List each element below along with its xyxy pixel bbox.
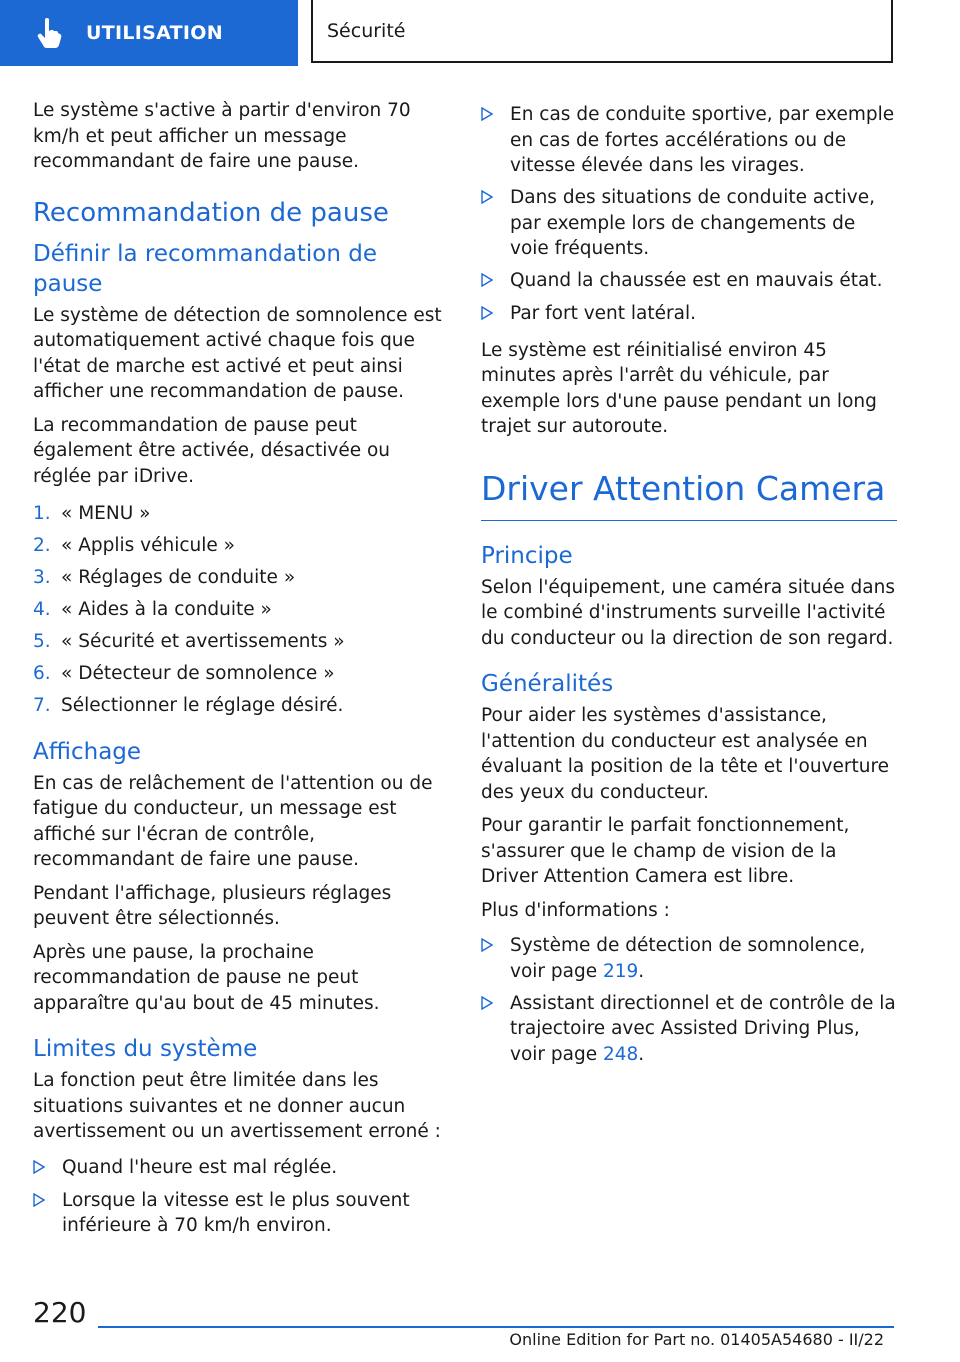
step-number: 4. — [33, 599, 51, 620]
list-item — [481, 301, 897, 328]
page-link[interactable]: 219 — [602, 960, 639, 982]
left-column — [33, 98, 451, 1249]
footer-divider — [98, 1326, 894, 1328]
heading-affichage: Affichage — [33, 738, 142, 765]
list-item — [33, 533, 451, 559]
paragraph: Le système de détection de somnolence est automatiquement activé chaque fois que l'état de marche est activé et peut ainsi afficher une recommandation de pause. — [33, 304, 442, 402]
paragraph: Selon l'équipement, une caméra située dans le combiné d'instruments surveille l'activité du conducteur ou la direction de son regard. — [481, 576, 895, 649]
triangle-right-icon — [481, 268, 510, 295]
reference-text: Assistant directionnel et de contrôle de la trajectoire avec Assisted Driving Plus, voir page 248. — [510, 992, 896, 1065]
page-link[interactable]: 248 — [602, 1043, 639, 1065]
step-text: « MENU » — [61, 503, 151, 524]
references-list — [481, 933, 897, 1067]
triangle-right-icon — [33, 1188, 62, 1239]
step-text: « Aides à la conduite » — [61, 599, 272, 620]
step-number: 7. — [33, 695, 51, 716]
triangle-right-icon — [481, 301, 510, 328]
paragraph: Le système est réinitialisé environ 45 minutes après l'arrêt du véhicule, par exemple lors d'une pause pendant un long trajet sur autoroute. — [481, 339, 877, 437]
bullet-text: Quand l'heure est mal réglée. — [62, 1156, 338, 1178]
reference-text: Système de détection de somnolence, voir page 219. — [510, 935, 866, 982]
list-item — [33, 661, 451, 687]
steps-list — [33, 501, 451, 719]
bullet-text: Lorsque la vitesse est le plus souvent inférieure à 70 km/h environ. — [62, 1189, 410, 1236]
paragraph: Après une pause, la prochaine recommandation de pause ne peut apparaître qu'au bout de 45 minutes. — [33, 941, 380, 1014]
step-number: 1. — [33, 503, 51, 524]
paragraph: Pour garantir le parfait fonctionnement, s'assurer que le champ de vision de la Driver Attention Camera est libre. — [481, 815, 850, 887]
paragraph: La recommandation de pause peut également être activée, désactivée ou réglée par iDrive. — [33, 414, 391, 487]
heading-recommandation: Recommandation de pause — [33, 197, 389, 228]
list-item — [33, 1155, 451, 1182]
paragraph: Pendant l'affichage, plusieurs réglages peuvent être sélectionnés. — [33, 882, 392, 929]
paragraph: En cas de relâchement de l'attention ou de fatigue du conducteur, un message est affiché sur l'écran de contrôle, recommandant de faire une pause. — [33, 772, 433, 870]
triangle-right-icon — [481, 102, 510, 179]
bullet-text: Par fort vent latéral. — [510, 303, 696, 324]
list-item — [481, 991, 897, 1068]
list-item — [481, 933, 897, 984]
step-text: « Détecteur de somnolence » — [61, 663, 335, 684]
limits-list-continued — [481, 102, 897, 328]
triangle-right-icon — [481, 185, 510, 262]
step-text: Sélectionner le réglage désiré. — [61, 695, 344, 716]
heading-generalites: Généralités — [481, 671, 614, 697]
bullet-text: Dans des situations de conduite active, par exemple lors de changements de voie fréquents. — [510, 187, 875, 259]
bullet-text: En cas de conduite sportive, par exemple en cas de fortes accélérations ou de vitesse élevée dans les virages. — [510, 104, 895, 176]
section-label: UTILISATION — [86, 22, 223, 44]
list-item — [33, 1188, 451, 1239]
intro-paragraph: Le système s'active à partir d'environ 70 km/h et peut afficher un message recommandant de faire une pause. — [33, 100, 411, 172]
list-item — [33, 693, 451, 719]
bullet-text: Quand la chaussée est en mauvais état. — [510, 270, 883, 291]
step-text: « Réglages de conduite » — [61, 567, 296, 588]
list-item — [481, 102, 897, 179]
section-tab[interactable] — [0, 0, 298, 66]
triangle-right-icon — [481, 991, 510, 1068]
paragraph: La fonction peut être limitée dans les situations suivantes et ne donner aucun avertissement ou un avertissement erroné : — [33, 1070, 441, 1142]
limits-list — [33, 1155, 451, 1239]
hand-pointer-icon — [32, 16, 66, 50]
page-number: 220 — [33, 1296, 87, 1329]
heading-limites: Limites du système — [33, 1036, 258, 1062]
triangle-right-icon — [33, 1155, 62, 1182]
step-text: « Applis véhicule » — [61, 535, 235, 556]
list-item — [481, 268, 897, 295]
chapter-label: Sécurité — [327, 19, 406, 42]
chapter-header — [311, 0, 893, 63]
list-item — [33, 629, 451, 655]
paragraph: Plus d'informations : — [481, 899, 670, 921]
heading-definir: Définir la recommandation de pause — [33, 240, 377, 297]
paragraph: Pour aider les systèmes d'assistance, l'attention du conducteur est analysée en évaluant la position de la tête et l'ouverture des yeux du conducteur. — [481, 705, 890, 803]
heading-camera: Driver Attention Camera — [481, 468, 897, 521]
step-number: 2. — [33, 535, 51, 556]
heading-principe: Principe — [481, 542, 573, 569]
list-item — [481, 185, 897, 262]
list-item — [33, 597, 451, 623]
list-item — [33, 501, 451, 527]
step-number: 3. — [33, 567, 51, 588]
list-item — [33, 565, 451, 591]
right-column — [481, 98, 897, 1077]
edition-text: Online Edition for Part no. 01405A54680 - II/22 — [509, 1330, 884, 1349]
step-text: « Sécurité et avertissements » — [61, 631, 345, 652]
step-number: 5. — [33, 631, 51, 652]
triangle-right-icon — [481, 933, 510, 984]
step-number: 6. — [33, 663, 51, 684]
